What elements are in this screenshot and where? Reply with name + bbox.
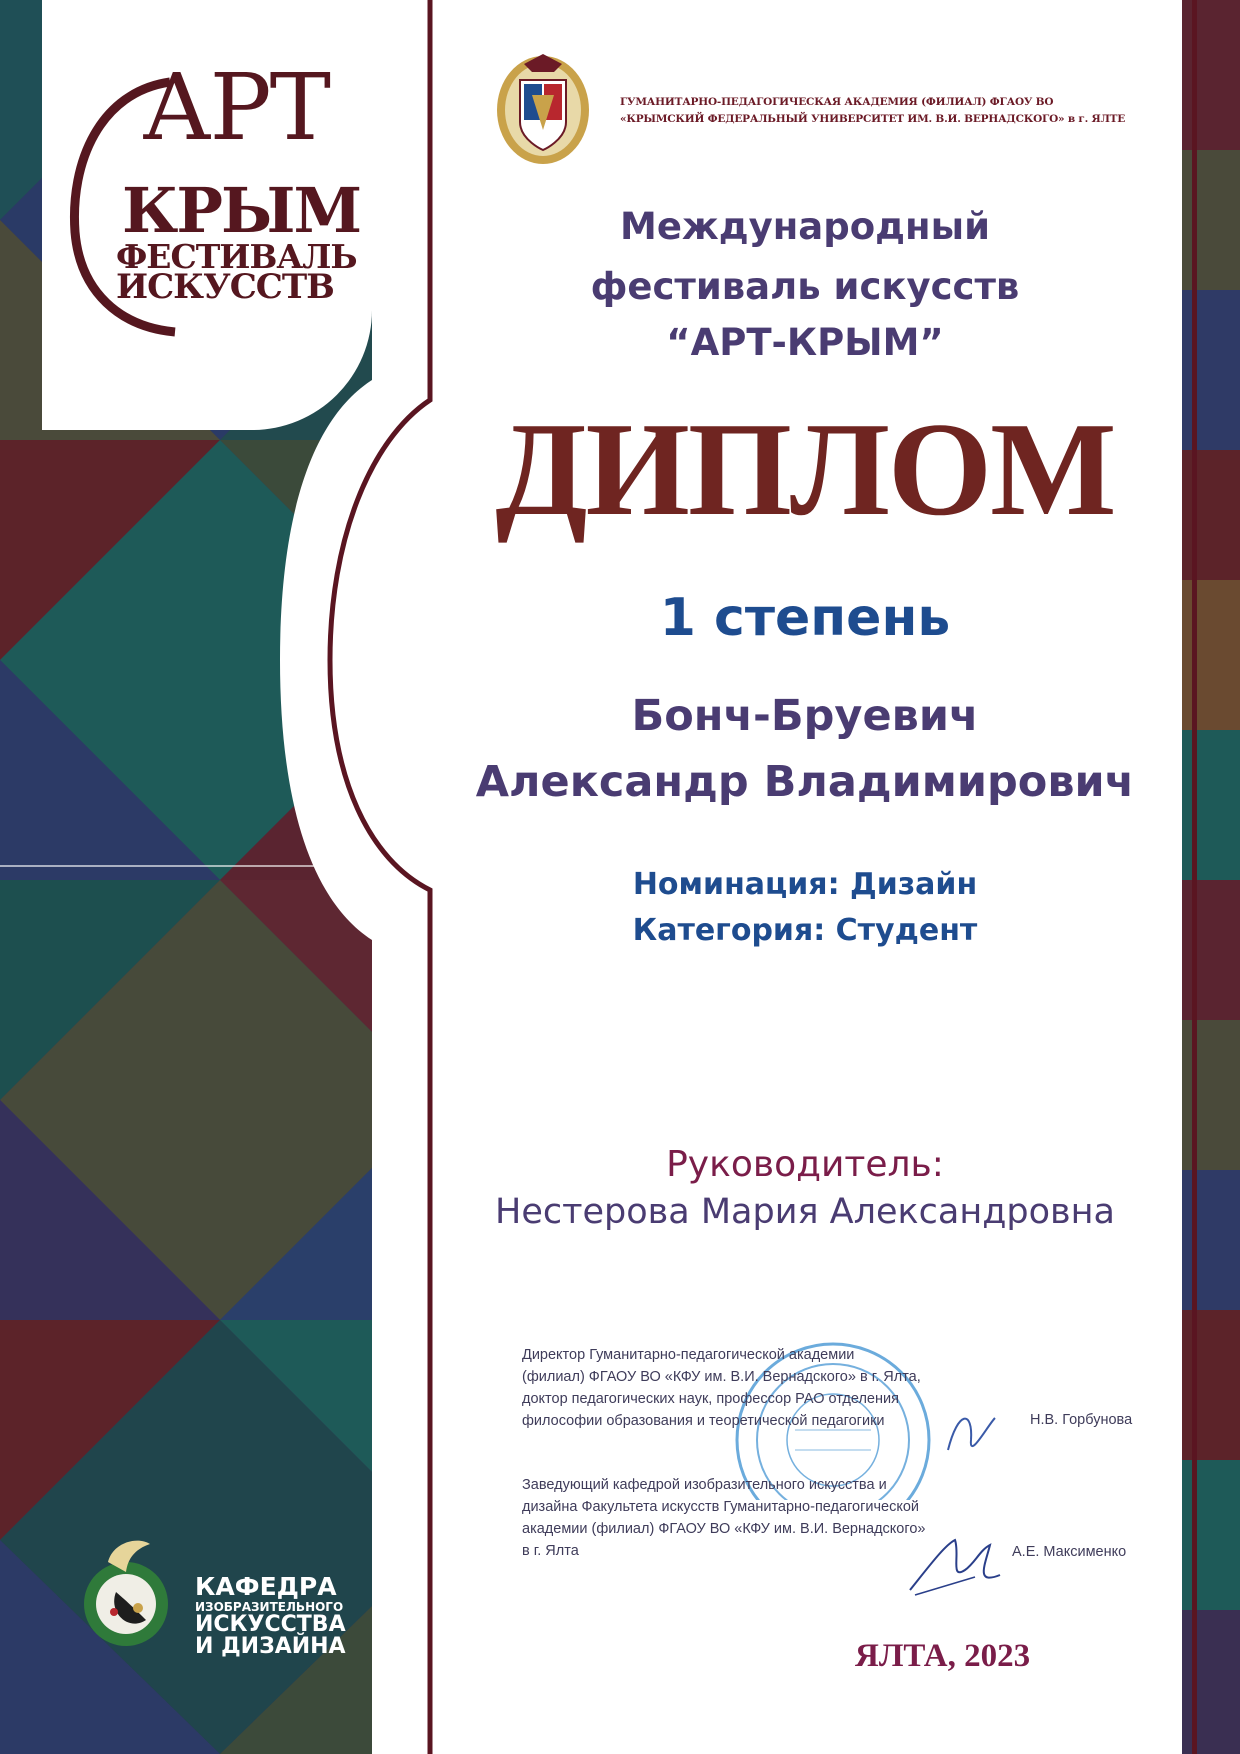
- kafedra-line1: КАФЕДРА: [195, 1572, 337, 1601]
- leader-name: Нестерова Мария Александровна: [495, 1192, 1115, 1232]
- logo-line-festival: ФЕСТИВАЛЬ: [116, 237, 357, 276]
- kafedra-line3: ИСКУССТВА: [195, 1612, 346, 1637]
- academy-name-line2: «КРЫМСКИЙ ФЕДЕРАЛЬНЫЙ УНИВЕРСИТЕТ ИМ. В.И. ВЕРНАДСКОГО» в г. ЯЛТЕ: [620, 113, 1126, 125]
- award-nomination: Номинация: Дизайн: [632, 867, 978, 902]
- festival-title-line1: Международный: [620, 205, 990, 248]
- director-line-3: доктор педагогических наук, профессор РАО отделения: [522, 1391, 899, 1407]
- diploma-title: ДИПЛОМ: [495, 395, 1115, 543]
- geometric-strip: [1170, 0, 1240, 1754]
- head-line-4: в г. Ялта: [522, 1543, 579, 1559]
- coat-of-arms-icon: [494, 50, 592, 168]
- head-line-3: академии (филиал) ФГАОУ ВО «КФУ им. В.И. Вернадского»: [522, 1521, 926, 1537]
- director-line-4: философии образования и теоретической педагогики: [522, 1413, 885, 1429]
- decorative-right-strip: [1170, 0, 1240, 1754]
- recipient-name: Александр Владимирович: [475, 757, 1135, 807]
- diploma-degree: 1 степень: [659, 588, 951, 648]
- award-category: Категория: Студент: [632, 913, 978, 948]
- director-line-2: (филиал) ФГАОУ ВО «КФУ им. В.И. Вернадского» в г. Ялта,: [522, 1369, 921, 1385]
- logo-line-krym: КРЫМ: [122, 174, 361, 247]
- handwritten-signature-icon: [905, 1525, 1015, 1605]
- festival-title-line2: фестиваль искусств: [590, 265, 1020, 308]
- kafedra-line2: ИЗОБРАЗИТЕЛЬНОГО: [195, 1600, 344, 1614]
- recipient-surname: Бонч-Бруевич: [631, 691, 979, 741]
- leader-label: Руководитель:: [666, 1144, 944, 1185]
- head-name: А.Е. Максименко: [1012, 1544, 1127, 1560]
- head-line-1: Заведующий кафедрой изобразительного искусства и: [522, 1477, 887, 1493]
- academy-name-line1: ГУМАНИТАРНО-ПЕДАГОГИЧЕСКАЯ АКАДЕМИЯ (ФИЛИАЛ) ФГАОУ ВО: [620, 96, 1054, 108]
- festival-logo: [42, 0, 372, 430]
- kafedra-line4: И ДИЗАЙНА: [195, 1634, 346, 1659]
- festival-title-line3: “АРТ-КРЫМ”: [666, 321, 944, 364]
- logo-line-iskusstv: ИСКУССТВ: [116, 267, 334, 307]
- director-line-1: Директор Гуманитарно-педагогической академии: [522, 1347, 855, 1363]
- director-name: Н.В. Горбунова: [1030, 1412, 1133, 1428]
- city-year: ЯЛТА, 2023: [855, 1638, 1031, 1674]
- logo-line-art: АРТ: [142, 54, 329, 161]
- head-line-2: дизайна Факультета искусств Гуманитарно-педагогической: [522, 1499, 920, 1515]
- kafedra-logo-icon: [68, 1532, 178, 1652]
